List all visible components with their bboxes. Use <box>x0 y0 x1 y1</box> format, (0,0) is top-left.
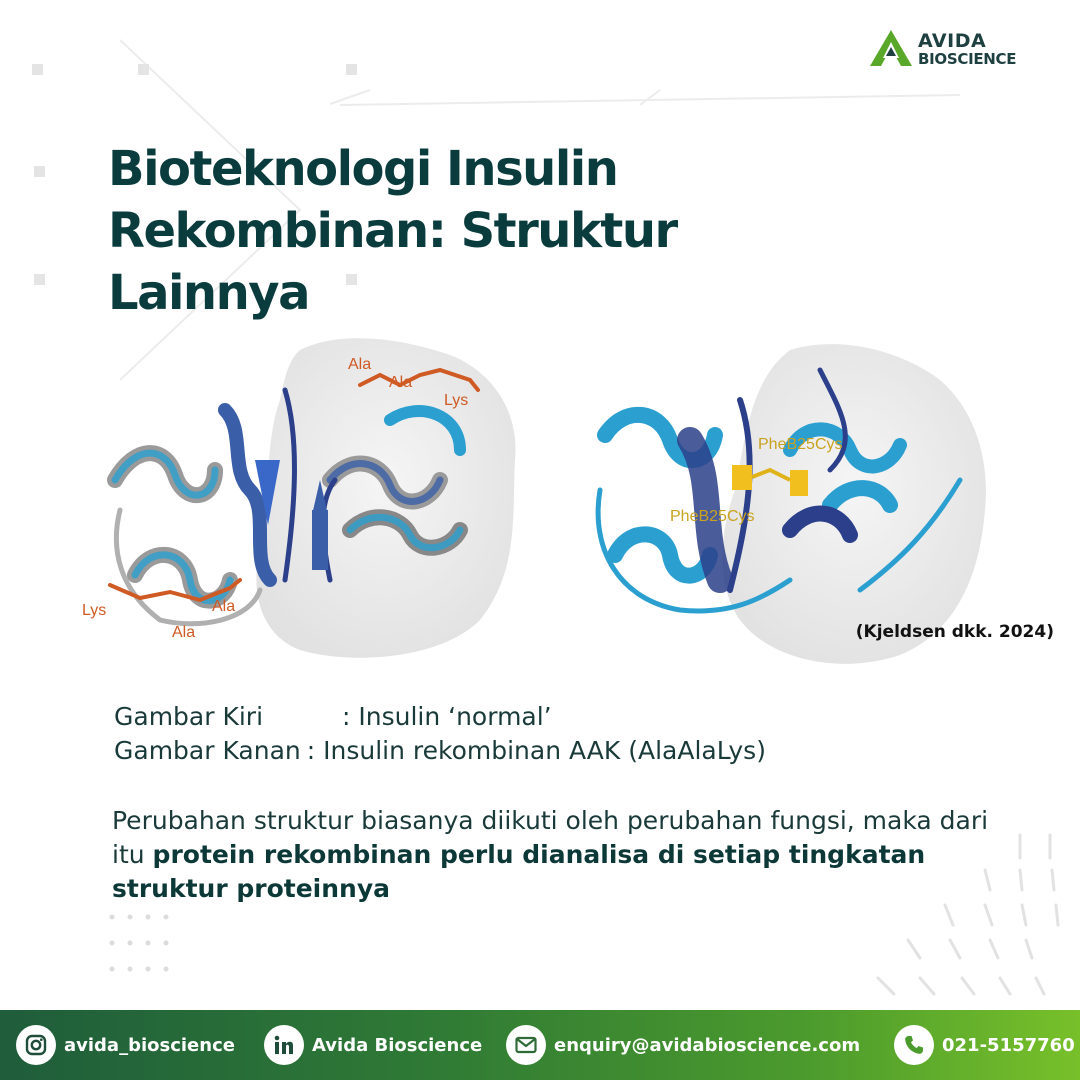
mail-icon <box>506 1025 546 1065</box>
phone-number: 021-5157760 <box>942 1034 1075 1056</box>
linkedin-name: Avida Bioscience <box>312 1034 483 1056</box>
figure-legend <box>114 700 766 768</box>
label-mutation-bottom: PheB25Cys <box>670 508 755 525</box>
label-ala-top-2: Ala <box>389 374 413 391</box>
insulin-structures-illustration <box>0 330 1080 670</box>
title-line-3: Lainnya <box>108 265 309 321</box>
contact-footer <box>0 1010 1080 1080</box>
footer-phone[interactable] <box>894 1010 1075 1080</box>
instagram-handle: avida_bioscience <box>64 1034 235 1056</box>
footer-instagram[interactable] <box>16 1010 235 1080</box>
title-line-2: Rekombinan: Struktur <box>108 203 677 259</box>
footer-email[interactable] <box>506 1010 860 1080</box>
body-emphasis: protein rekombinan perlu dianalisa di setiap tingkatan struktur proteinnya <box>112 840 926 903</box>
body-intro: Perubahan struktur biasanya diikuti oleh perubahan fungsi, maka dari itu <box>112 806 989 869</box>
label-mutation-top: PheB25Cys <box>758 436 843 453</box>
label-lys-bottom: Lys <box>82 602 107 619</box>
legend-row-left <box>114 700 766 734</box>
legend-right-key: Gambar Kanan <box>114 736 301 765</box>
page-title <box>108 138 808 324</box>
logo-text-bioscience: BIOSCIENCE <box>918 50 1017 68</box>
figure-citation: (Kjeldsen dkk. 2024) <box>855 622 1054 642</box>
avida-logo-icon <box>868 28 914 68</box>
legend-left-value: : Insulin ‘normal’ <box>342 702 552 731</box>
footer-linkedin[interactable] <box>264 1010 482 1080</box>
body-paragraph <box>112 804 992 906</box>
logo-text-avida: AVIDA <box>918 30 987 52</box>
protein-structure-figure <box>0 330 1080 670</box>
legend-right-value: : Insulin rekombinan AAK (AlaAlaLys) <box>306 736 766 765</box>
label-ala-bottom-2: Ala <box>212 598 236 615</box>
phone-icon <box>894 1025 934 1065</box>
linkedin-icon <box>264 1025 304 1065</box>
legend-row-right <box>114 734 766 768</box>
label-ala-top-1: Ala <box>348 356 372 373</box>
instagram-icon <box>16 1025 56 1065</box>
title-line-1: Bioteknologi Insulin <box>108 141 618 197</box>
email-address: enquiry@avidabioscience.com <box>554 1034 861 1056</box>
legend-left-key: Gambar Kiri <box>114 702 264 731</box>
label-ala-bottom-1: Ala <box>172 624 196 641</box>
label-lys-top: Lys <box>444 392 469 409</box>
brand-logo <box>868 28 1058 72</box>
